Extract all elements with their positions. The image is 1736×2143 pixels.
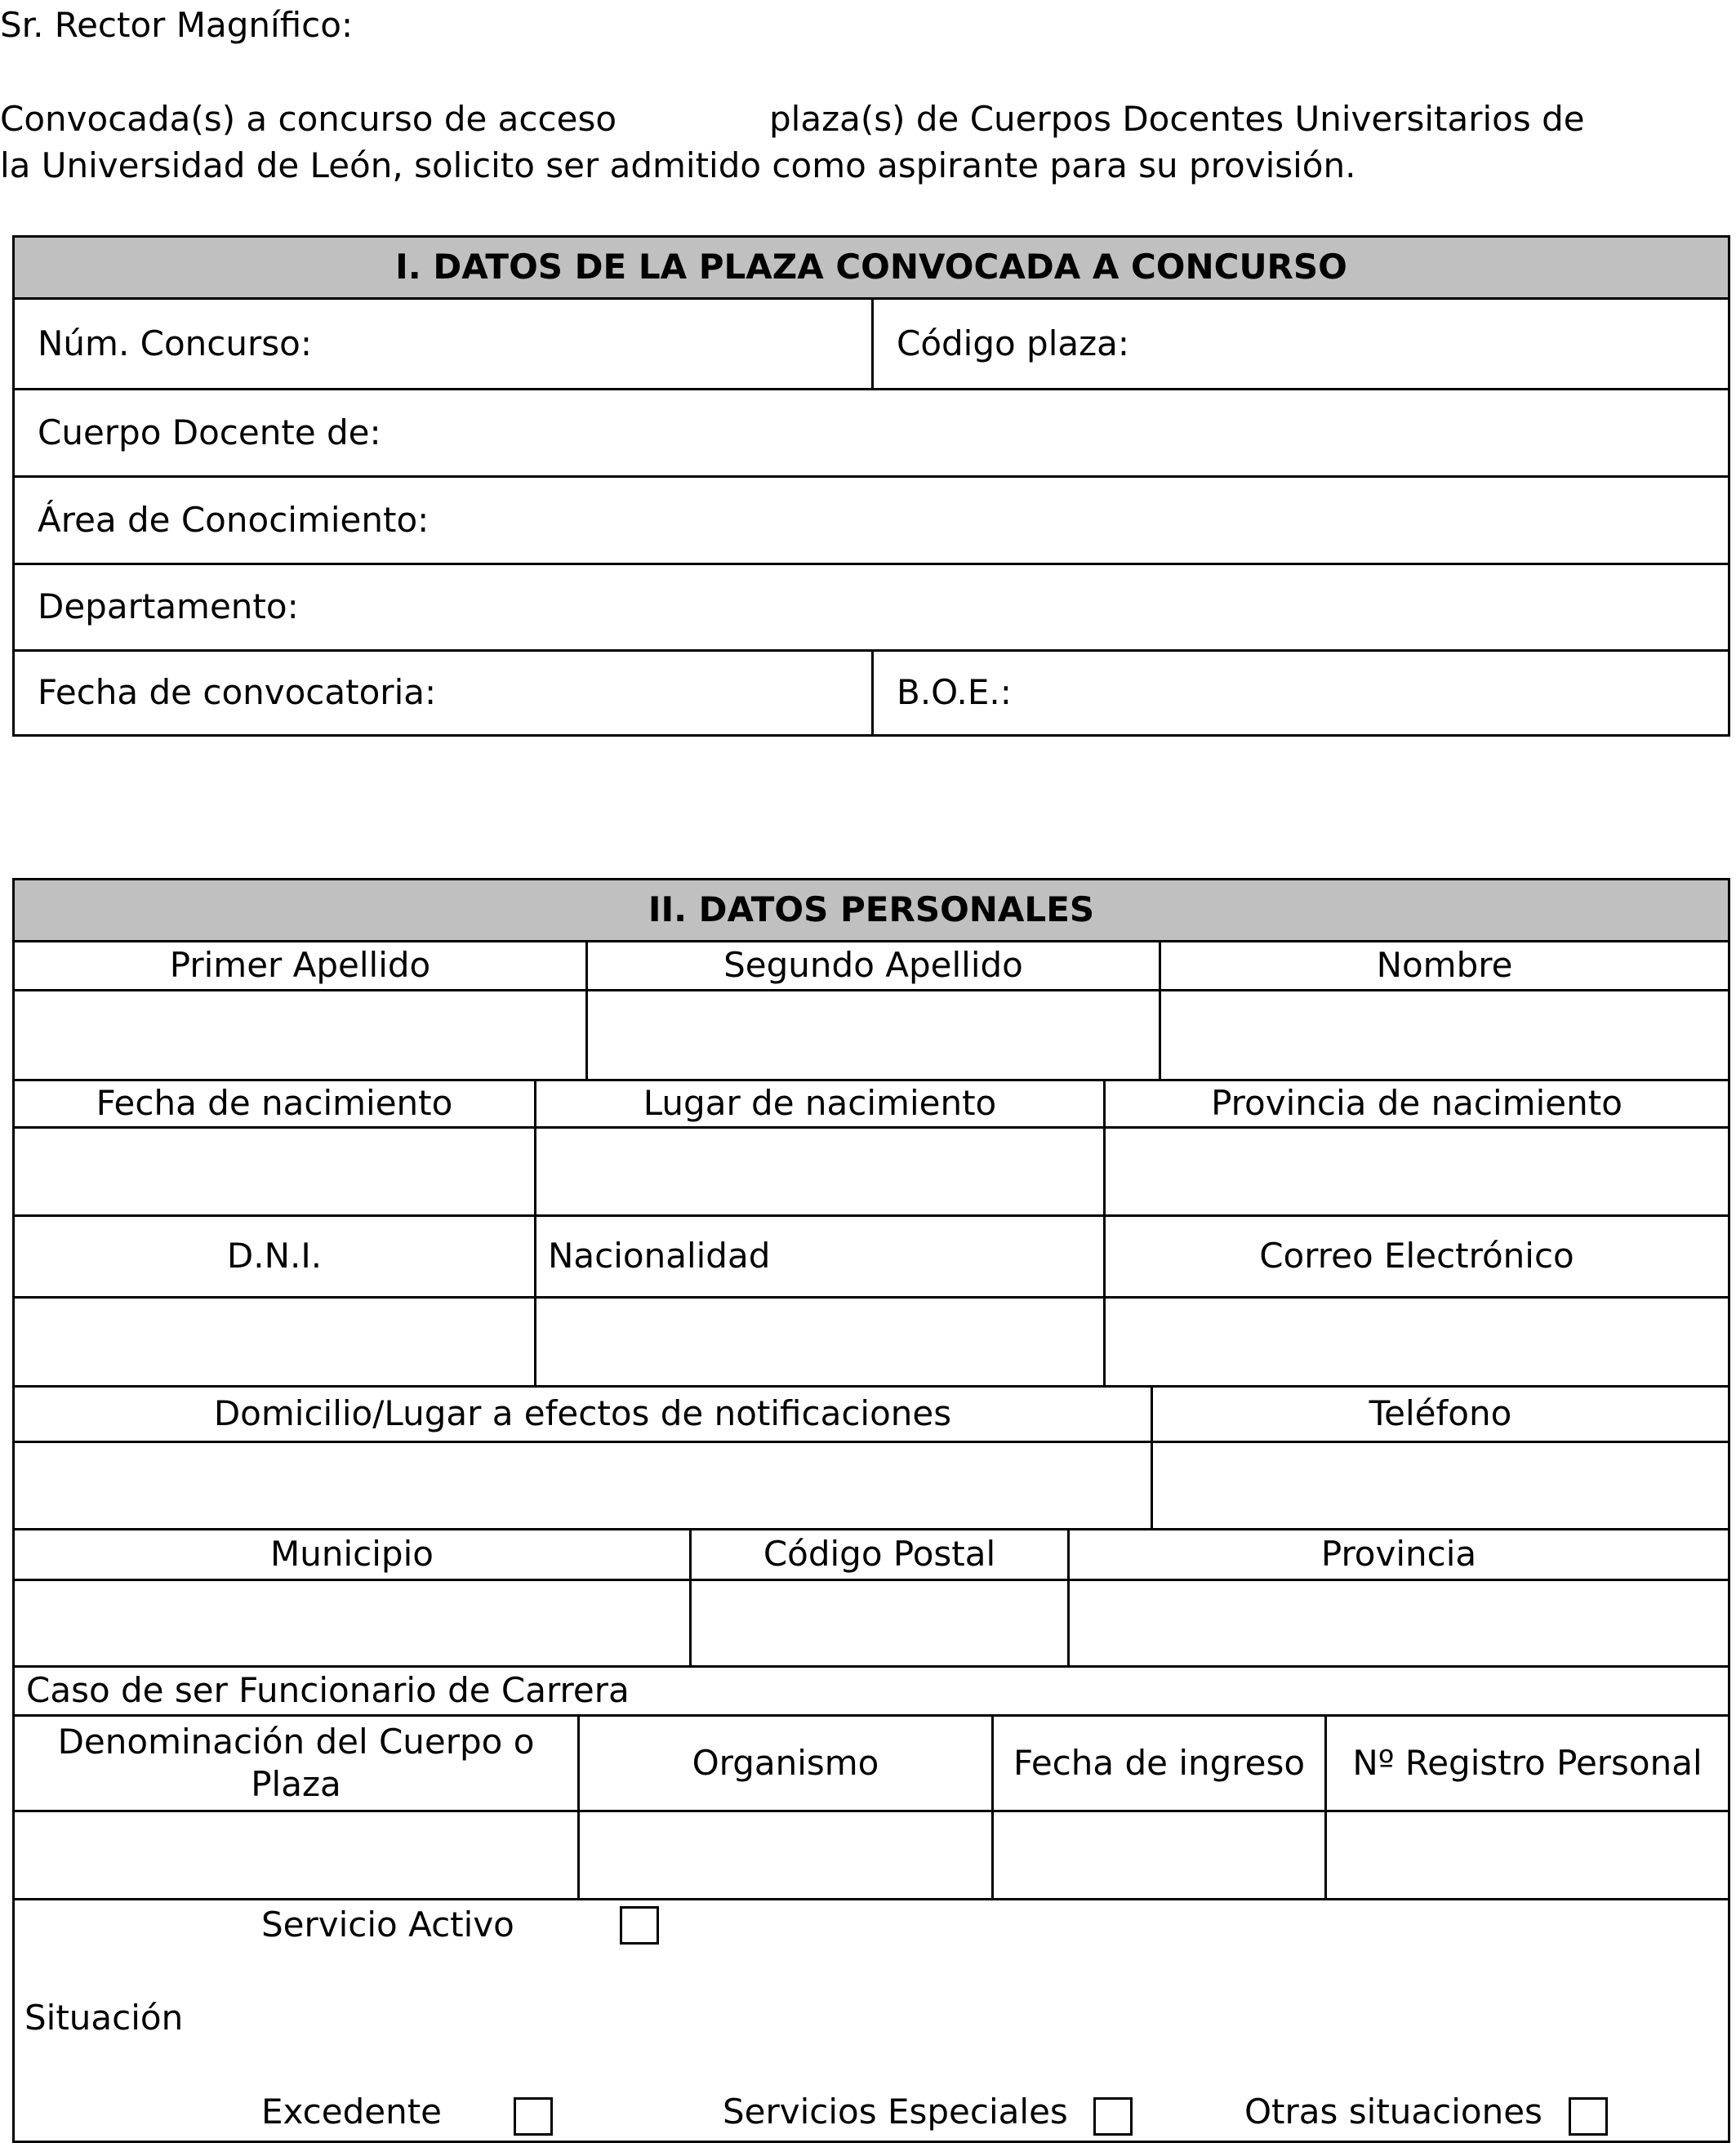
registro-personal-input[interactable]: [1324, 1810, 1730, 1900]
fecha-nacimiento-input[interactable]: [12, 1126, 536, 1217]
fecha-ingreso-label: Fecha de ingreso: [991, 1714, 1327, 1812]
primer-apellido-input[interactable]: [12, 989, 588, 1081]
dni-label: D.N.I.: [12, 1214, 536, 1299]
salutation: Sr. Rector Magnífico:: [0, 5, 354, 45]
codigo-postal-input[interactable]: [689, 1579, 1070, 1668]
lugar-nacimiento-label: Lugar de nacimiento: [534, 1079, 1106, 1129]
organismo-label: Organismo: [577, 1714, 994, 1812]
codigo-plaza-field[interactable]: Código plaza:: [871, 297, 1730, 390]
nombre-label: Nombre: [1159, 940, 1730, 991]
cuerpo-docente-field[interactable]: Cuerpo Docente de:: [12, 388, 1730, 478]
otras-situaciones-checkbox[interactable]: [1569, 2097, 1608, 2136]
nacionalidad-label: Nacionalidad: [534, 1214, 1106, 1299]
provincia-nacimiento-label: Provincia de nacimiento: [1103, 1079, 1730, 1129]
provincia-input[interactable]: [1067, 1579, 1730, 1668]
municipio-label: Municipio: [12, 1528, 692, 1581]
intro-line2: la Universidad de León, solicito ser admitido como aspirante para su provisión.: [0, 145, 1356, 185]
departamento-field[interactable]: Departamento:: [12, 563, 1730, 652]
otras-situaciones-label: Otras situaciones: [1244, 2092, 1542, 2132]
fecha-nacimiento-label: Fecha de nacimiento: [12, 1079, 536, 1129]
num-concurso-field[interactable]: Núm. Concurso:: [12, 297, 874, 390]
section2-title: II. DATOS PERSONALES: [12, 878, 1730, 942]
municipio-input[interactable]: [12, 1579, 692, 1668]
segundo-apellido-input[interactable]: [585, 989, 1161, 1081]
fecha-ingreso-input[interactable]: [991, 1810, 1327, 1900]
codigo-postal-label: Código Postal: [689, 1528, 1070, 1581]
domicilio-label: Domicilio/Lugar a efectos de notificaciones: [12, 1385, 1153, 1443]
intro-line1-b: plaza(s) de Cuerpos Docentes Universitarios de: [769, 99, 1585, 139]
boe-field[interactable]: B.O.E.:: [871, 649, 1730, 737]
fecha-convocatoria-field[interactable]: Fecha de convocatoria:: [12, 649, 874, 737]
situacion-label: Situación: [24, 1998, 184, 2038]
servicios-especiales-label: Servicios Especiales: [723, 2092, 1068, 2132]
servicios-especiales-checkbox[interactable]: [1093, 2097, 1133, 2136]
intro-line1-a: Convocada(s) a concurso de acceso: [0, 99, 617, 139]
denominacion-label: Denominación del Cuerpo o Plaza: [12, 1714, 580, 1812]
dni-input[interactable]: [12, 1296, 536, 1388]
denominacion-input[interactable]: [12, 1810, 580, 1900]
provincia-label: Provincia: [1067, 1528, 1730, 1581]
excedente-label: Excedente: [261, 2092, 443, 2132]
provincia-nacimiento-input[interactable]: [1103, 1126, 1730, 1217]
segundo-apellido-label: Segundo Apellido: [585, 940, 1161, 991]
telefono-label: Teléfono: [1151, 1385, 1730, 1443]
nombre-input[interactable]: [1159, 989, 1730, 1081]
servicio-activo-label: Servicio Activo: [261, 1905, 514, 1945]
servicio-activo-checkbox[interactable]: [620, 1906, 659, 1945]
domicilio-input[interactable]: [12, 1441, 1153, 1530]
telefono-input[interactable]: [1151, 1441, 1730, 1530]
nacionalidad-input[interactable]: [534, 1296, 1106, 1388]
primer-apellido-label: Primer Apellido: [12, 940, 588, 991]
organismo-input[interactable]: [577, 1810, 994, 1900]
correo-input[interactable]: [1103, 1296, 1730, 1388]
lugar-nacimiento-input[interactable]: [534, 1126, 1106, 1217]
registro-personal-label: Nº Registro Personal: [1324, 1714, 1730, 1812]
section1-title: I. DATOS DE LA PLAZA CONVOCADA A CONCURSO: [12, 235, 1730, 300]
area-conocimiento-field[interactable]: Área de Conocimiento:: [12, 475, 1730, 565]
num-plazas-input[interactable]: [645, 96, 759, 137]
excedente-checkbox[interactable]: [514, 2097, 553, 2136]
correo-label: Correo Electrónico: [1103, 1214, 1730, 1299]
funcionario-label: Caso de ser Funcionario de Carrera: [12, 1665, 1730, 1717]
